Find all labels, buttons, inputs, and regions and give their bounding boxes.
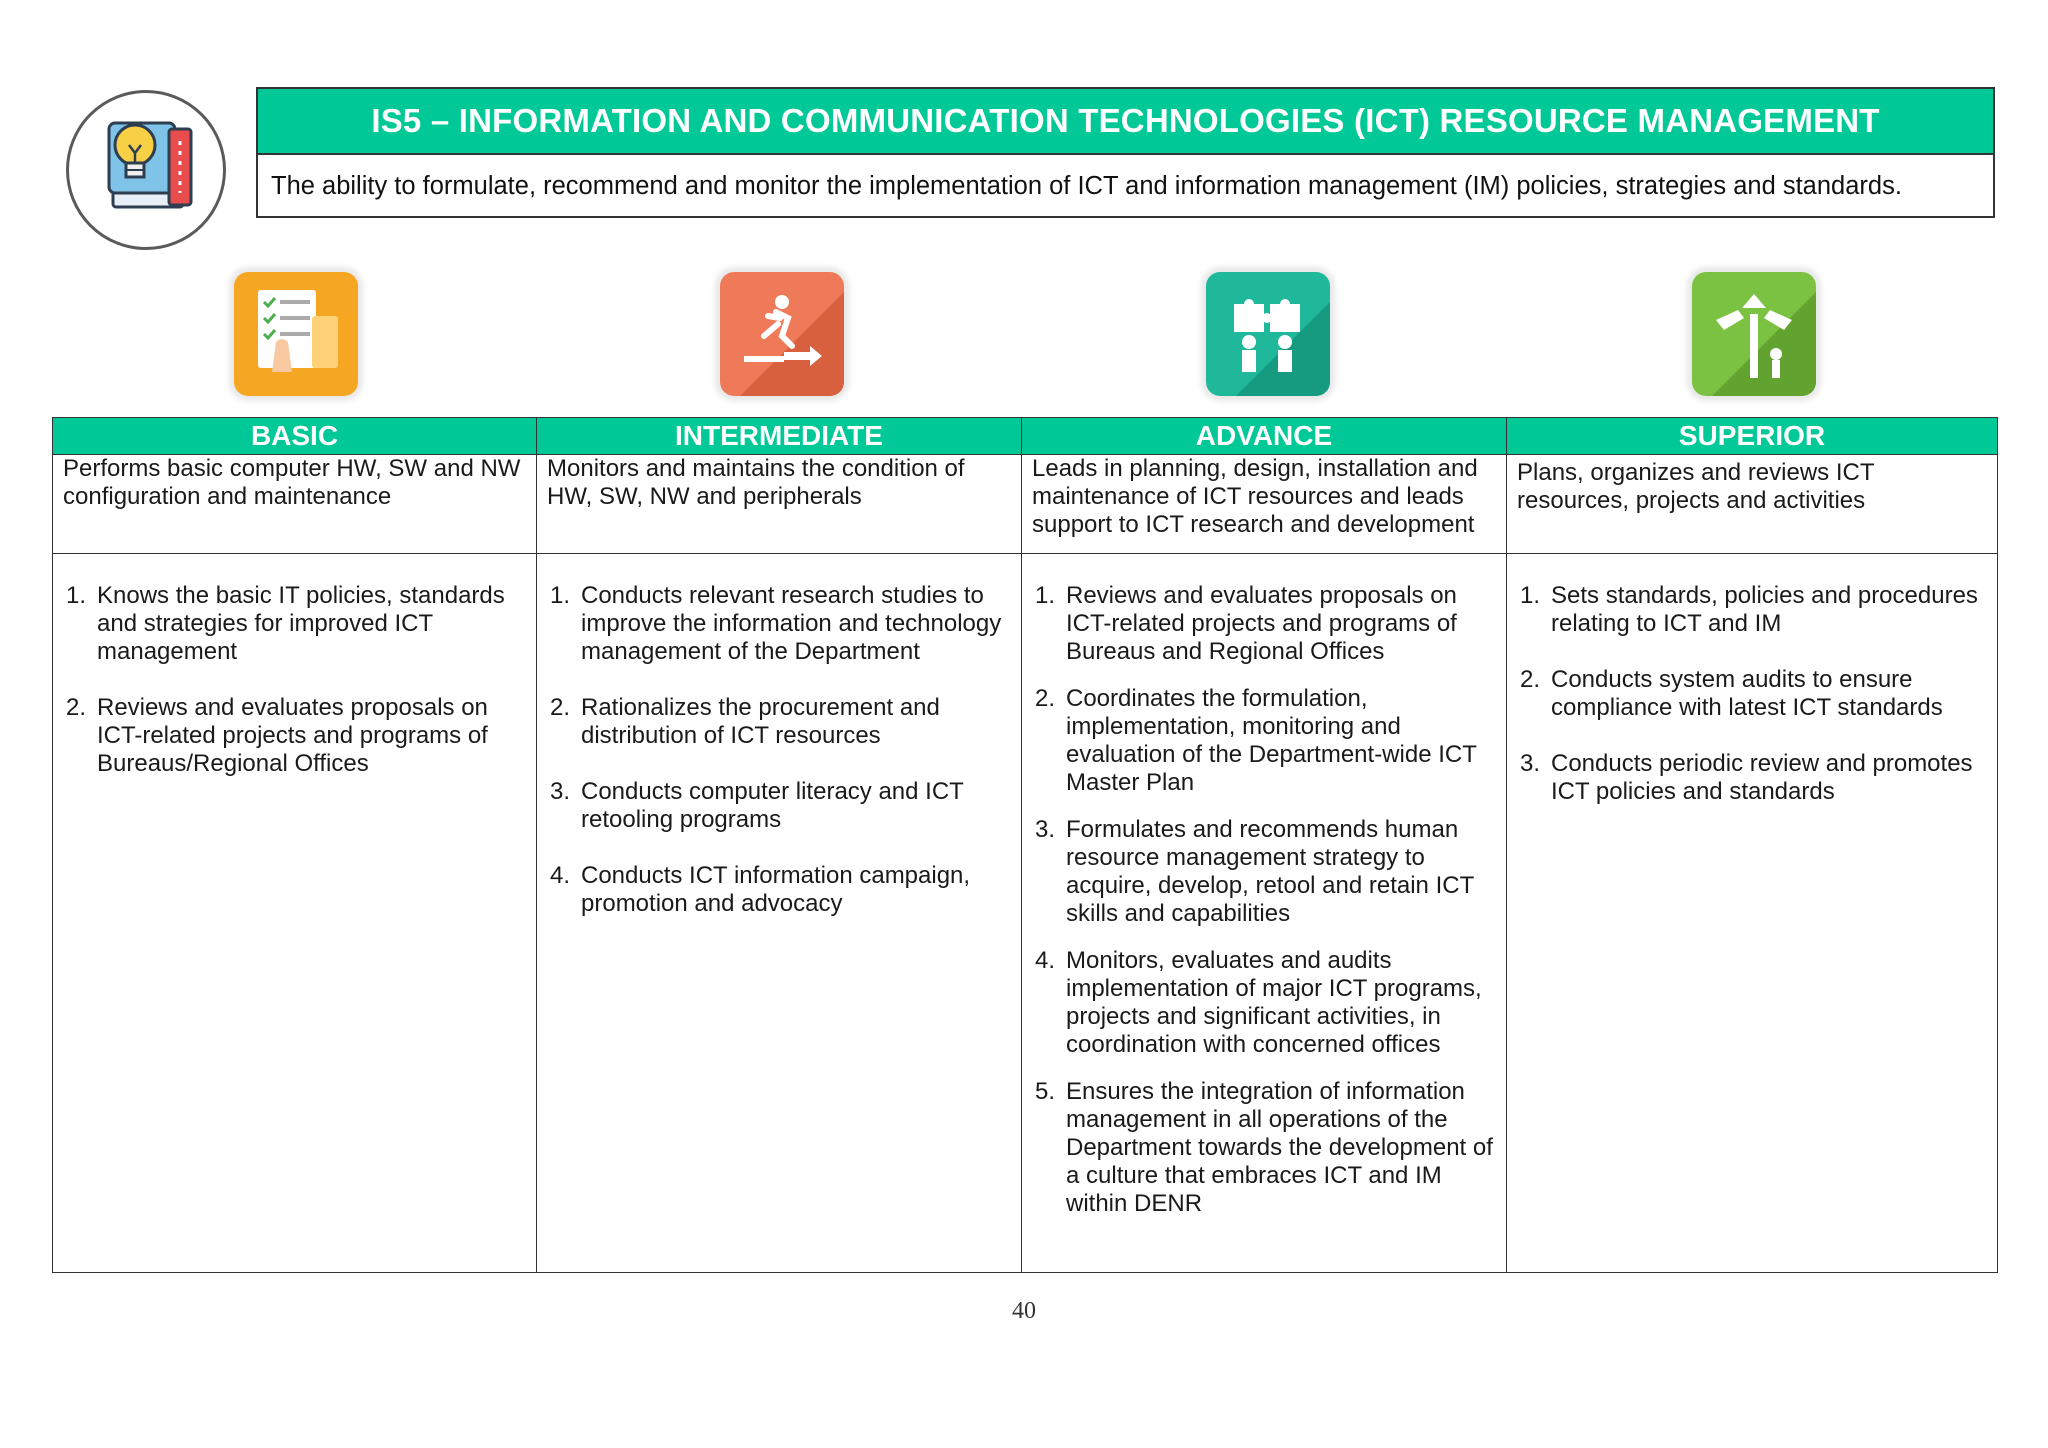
level-summary-row [53, 455, 1998, 554]
item-number: 3. [1035, 816, 1056, 843]
item-text: Conducts periodic review and promotes ICT policies and standards [1551, 750, 1973, 805]
item-text: Rationalizes the procurement and distribution of ICT resources [581, 694, 940, 749]
level-header-superior: SUPERIOR [1507, 418, 1998, 455]
level-items-row [53, 554, 1998, 1273]
item-text: Conducts system audits to ensure compliance with latest ICT standards [1551, 666, 1943, 721]
summary-superior: Plans, organizes and reviews ICT resources, projects and activities [1507, 455, 1998, 554]
list-item [1520, 750, 1987, 806]
item-number: 4. [550, 862, 571, 889]
list-item [1520, 582, 1987, 638]
list-item [1035, 582, 1496, 666]
page-number: 40 [1012, 1298, 1036, 1324]
level-header-advance: ADVANCE [1022, 418, 1507, 455]
items-intermediate [537, 554, 1022, 1273]
list-item [550, 582, 1011, 666]
item-text: Knows the basic IT policies, standards and strategies for improved ICT management [97, 582, 505, 665]
summary-basic: Performs basic computer HW, SW and NW configuration and maintenance [53, 455, 537, 554]
item-number: 2. [66, 694, 87, 721]
lightbulb-book-icon [66, 90, 226, 250]
competency-title: IS5 – INFORMATION AND COMMUNICATION TECHNOLOGIES (ICT) RESOURCE MANAGEMENT [258, 89, 1993, 155]
summary-advance: Leads in planning, design, installation and maintenance of ICT resources and leads support to ICT research and development [1022, 455, 1507, 554]
competency-levels-table [52, 417, 1998, 1273]
items-basic [53, 554, 537, 1273]
item-number: 3. [550, 778, 571, 805]
list-item [1035, 685, 1496, 797]
list-item [66, 582, 526, 666]
competency-header [256, 87, 1995, 218]
item-number: 4. [1035, 947, 1056, 974]
item-text: Coordinates the formulation, implementation, monitoring and evaluation of the Department-wide ICT Master Plan [1066, 685, 1477, 796]
item-text: Formulates and recommends human resource management strategy to acquire, develop, retool and retain ICT skills and capabilities [1066, 816, 1474, 927]
item-number: 1. [1520, 582, 1541, 609]
item-text: Conducts relevant research studies to improve the information and technology management of the Department [581, 582, 1002, 665]
item-text: Conducts ICT information campaign, promotion and advocacy [581, 862, 971, 917]
runner-exit-icon [720, 272, 844, 396]
list-item [1520, 666, 1987, 722]
competency-description: The ability to formulate, recommend and monitor the implementation of ICT and information management (IM) policies, strategies and standards. [271, 172, 1902, 200]
list-item [1035, 1078, 1496, 1218]
item-number: 1. [66, 582, 87, 609]
list-item [550, 694, 1011, 750]
directions-sign-icon [1692, 272, 1816, 396]
list-item [550, 862, 1011, 918]
item-number: 1. [1035, 582, 1056, 609]
item-number: 2. [1035, 685, 1056, 712]
item-number: 5. [1035, 1078, 1056, 1105]
list-item [1035, 816, 1496, 928]
list-item [550, 778, 1011, 834]
puzzle-people-icon [1206, 272, 1330, 396]
list-item [66, 694, 526, 778]
list-item [1035, 947, 1496, 1059]
items-advance [1022, 554, 1507, 1273]
item-text: Conducts computer literacy and ICT retooling programs [581, 778, 964, 833]
level-header-basic: BASIC [53, 418, 537, 455]
summary-intermediate: Monitors and maintains the condition of HW, SW, NW and peripherals [537, 455, 1022, 554]
item-text: Ensures the integration of information management in all operations of the Department towards the development of a culture that embraces ICT and IM within DENR [1066, 1078, 1493, 1217]
item-text: Reviews and evaluates proposals on ICT-related projects and programs of Bureaus/Regional Offices [97, 694, 488, 777]
items-superior [1507, 554, 1998, 1273]
item-number: 3. [1520, 750, 1541, 777]
level-header-intermediate: INTERMEDIATE [537, 418, 1022, 455]
item-text: Monitors, evaluates and audits implementation of major ICT programs, projects and significant activities, in coordination with concerned offices [1066, 947, 1482, 1058]
item-number: 2. [550, 694, 571, 721]
item-text: Sets standards, policies and procedures relating to ICT and IM [1551, 582, 1978, 637]
item-number: 2. [1520, 666, 1541, 693]
item-text: Reviews and evaluates proposals on ICT-related projects and programs of Bureaus and Regional Offices [1066, 582, 1457, 665]
item-number: 1. [550, 582, 571, 609]
level-header-row [53, 418, 1998, 455]
checklist-hand-icon [234, 272, 358, 396]
